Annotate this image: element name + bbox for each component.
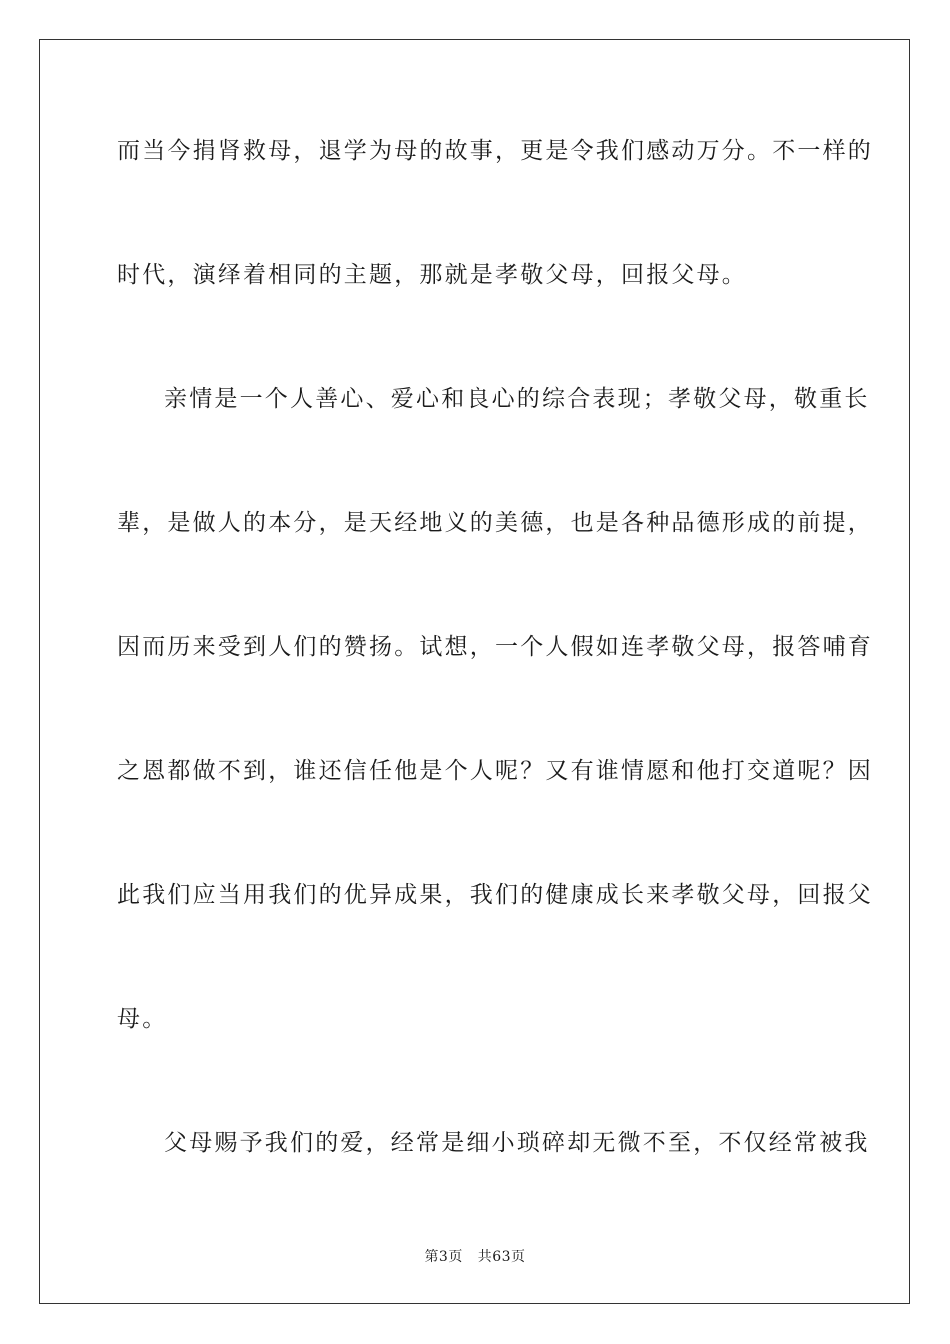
page-number: 第3页 (424, 1249, 463, 1265)
paragraph-line-6: 之恩都做不到，谁还信任他是个人呢？又有谁情愿和他打交道呢？因 (117, 758, 873, 784)
paragraph-line-5: 因而历来受到人们的赞扬。试想，一个人假如连孝敬父母，报答哺育 (117, 634, 873, 660)
page-footer (0, 1248, 950, 1266)
paragraph-line-7: 此我们应当用我们的优异成果，我们的健康成长来孝敬父母，回报父 (117, 882, 873, 908)
paragraph-line-4: 辈，是做人的本分，是天经地义的美德，也是各种品德形成的前提， (117, 510, 873, 536)
paragraph-line-1: 而当今捐肾救母，退学为母的故事，更是令我们感动万分。不一样的 (117, 138, 873, 164)
page-border (39, 39, 910, 1304)
paragraph-line-8: 母。 (117, 1006, 168, 1032)
paragraph-line-3: 亲情是一个人善心、爱心和良心的综合表现；孝敬父母，敬重长 (164, 386, 870, 412)
paragraph-line-2: 时代，演绎着相同的主题，那就是孝敬父母，回报父母。 (117, 262, 747, 288)
total-pages: 共63页 (477, 1249, 526, 1265)
paragraph-line-9: 父母赐予我们的爱，经常是细小琐碎却无微不至，不仅经常被我 (164, 1130, 870, 1156)
